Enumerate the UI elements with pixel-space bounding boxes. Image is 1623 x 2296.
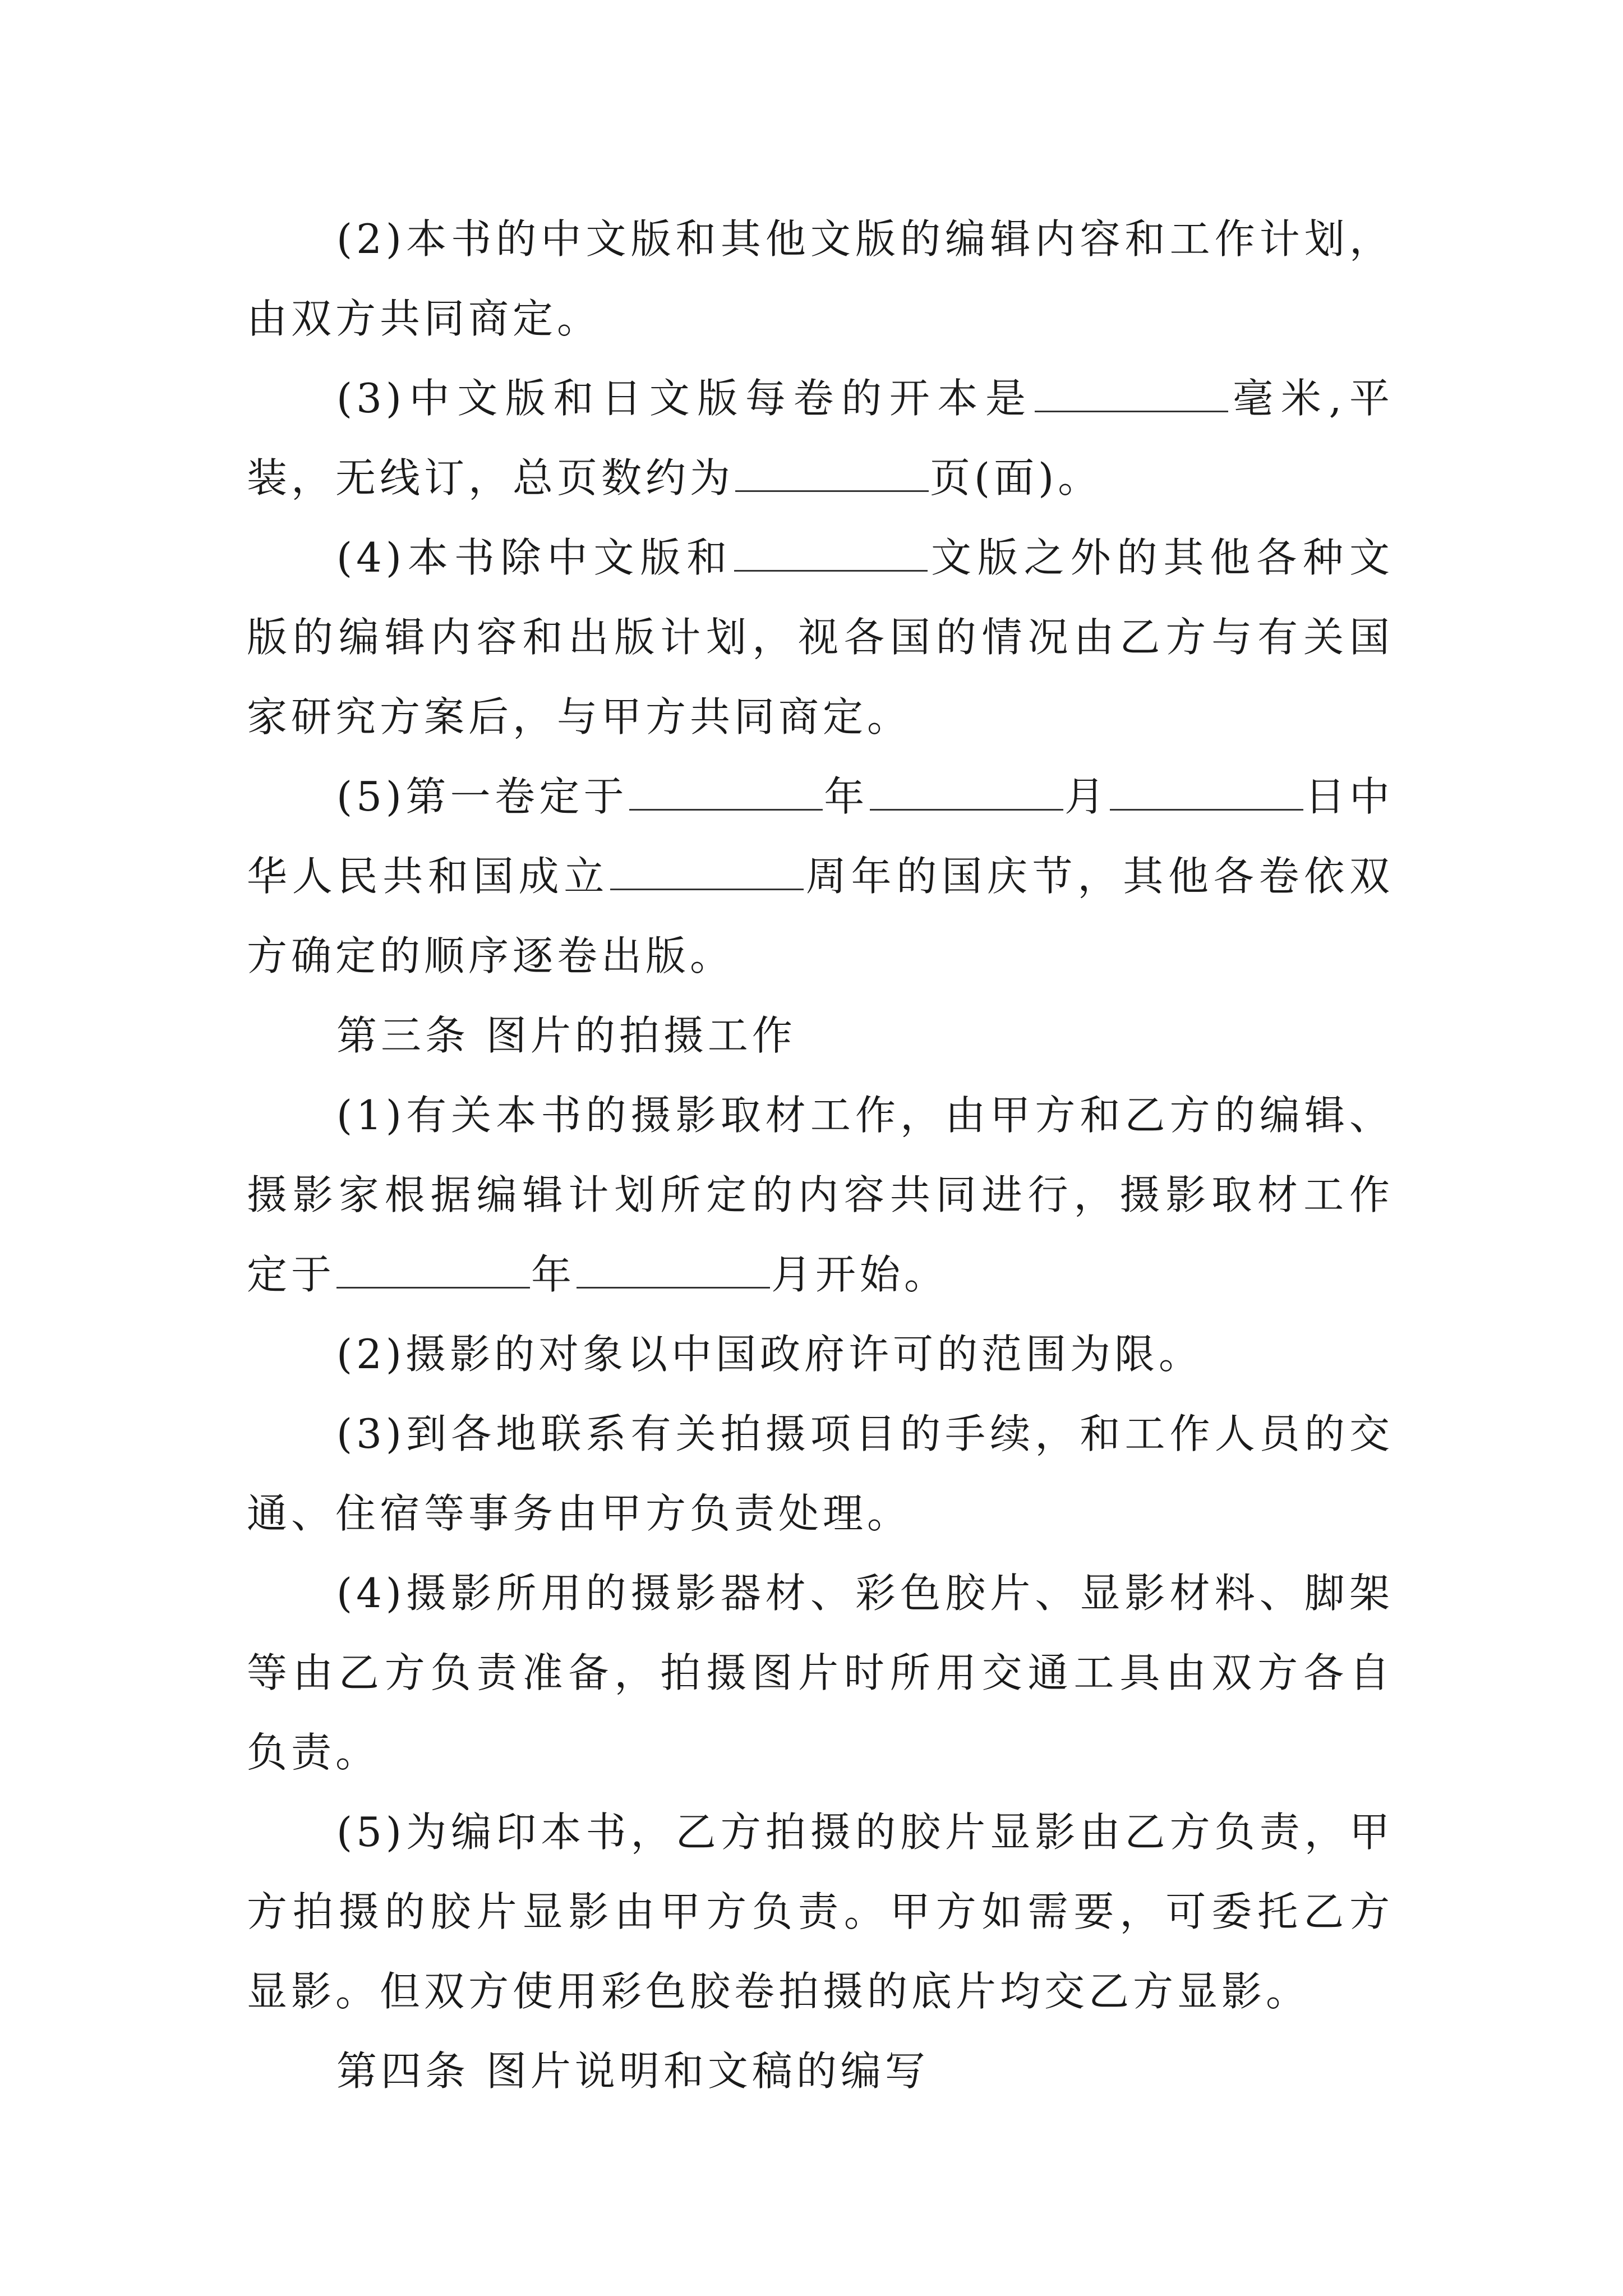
fill-in-blank[interactable] (1110, 776, 1303, 811)
paragraph-text: (2)摄影的对象以中国政府许可的范围为限。 (336, 1331, 1203, 1378)
paragraph-3-1 (247, 1075, 1394, 1314)
paragraph-2-3 (247, 358, 1394, 518)
paragraph-3-4 (247, 1553, 1394, 1792)
heading-text: 第四条 图片说明和文稿的编写 (336, 2047, 929, 2095)
document-body (247, 199, 1394, 2111)
paragraph-text: 周年的国庆节，其他各卷依双方确定的顺序逐卷出版。 (247, 853, 1394, 979)
fill-in-blank[interactable] (735, 458, 929, 492)
section-heading-article-4 (247, 2031, 1394, 2111)
paragraph-text: 日中华人民共和国成立 (247, 773, 1394, 900)
fill-in-blank[interactable] (734, 537, 928, 572)
paragraph-text: (3)到各地联系有关拍摄项目的手续，和工作人员的交通、住宿等事务由甲方负责处理。 (247, 1410, 1394, 1537)
paragraph-text: 月 (1064, 773, 1109, 820)
paragraph-text: 毫米,平装，无线订，总页数约为 (247, 375, 1394, 501)
paragraph-text: (4)本书除中文版和 (336, 534, 734, 581)
paragraph-text: (5)为编印本书，乙方拍摄的胶片显影由乙方负责，甲方拍摄的胶片显影由甲方负责。甲方如需要，可委托乙方显影。但双方使用彩色胶卷拍摄的底片均交乙方显影。 (247, 1809, 1394, 2015)
heading-text: 第三条 图片的拍摄工作 (336, 1012, 796, 1059)
fill-in-blank[interactable] (870, 776, 1063, 811)
paragraph-2-4 (247, 518, 1394, 757)
paragraph-3-5 (247, 1792, 1394, 2031)
fill-in-blank[interactable] (1035, 378, 1228, 412)
paragraph-text: (4)摄影所用的摄影器材、彩色胶片、显影材料、脚架等由乙方负责准备，拍摄图片时所用交通工具由双方各自负责。 (247, 1570, 1394, 1776)
paragraph-text: 年 (531, 1251, 576, 1298)
paragraph-text: (1)有关本书的摄影取材工作，由甲方和乙方的编辑、摄影家根据编辑计划所定的内容共同进行，摄影取材工作定于 (247, 1092, 1394, 1298)
paragraph-text: 年 (823, 773, 869, 820)
paragraph-3-2 (247, 1314, 1394, 1394)
fill-in-blank[interactable] (610, 856, 804, 890)
paragraph-text: 月开始。 (771, 1251, 949, 1298)
paragraph-text: (3)中文版和日文版每卷的开本是 (336, 375, 1034, 422)
paragraph-2-2 (247, 199, 1394, 358)
paragraph-3-3 (247, 1394, 1394, 1553)
paragraph-text: 文版之外的其他各种文版的编辑内容和出版计划，视各国的情况由乙方与有关国家研究方案后，与甲方共同商定。 (247, 534, 1394, 740)
paragraph-text: (5)第一卷定于 (336, 773, 628, 820)
fill-in-blank[interactable] (629, 776, 823, 811)
paragraph-text: 页(面)。 (930, 454, 1103, 501)
section-heading-article-3 (247, 996, 1394, 1075)
paragraph-2-5 (247, 757, 1394, 996)
fill-in-blank[interactable] (336, 1254, 530, 1289)
paragraph-text: (2)本书的中文版和其他文版的编辑内容和工作计划，由双方共同商定。 (247, 215, 1394, 342)
fill-in-blank[interactable] (577, 1254, 770, 1289)
